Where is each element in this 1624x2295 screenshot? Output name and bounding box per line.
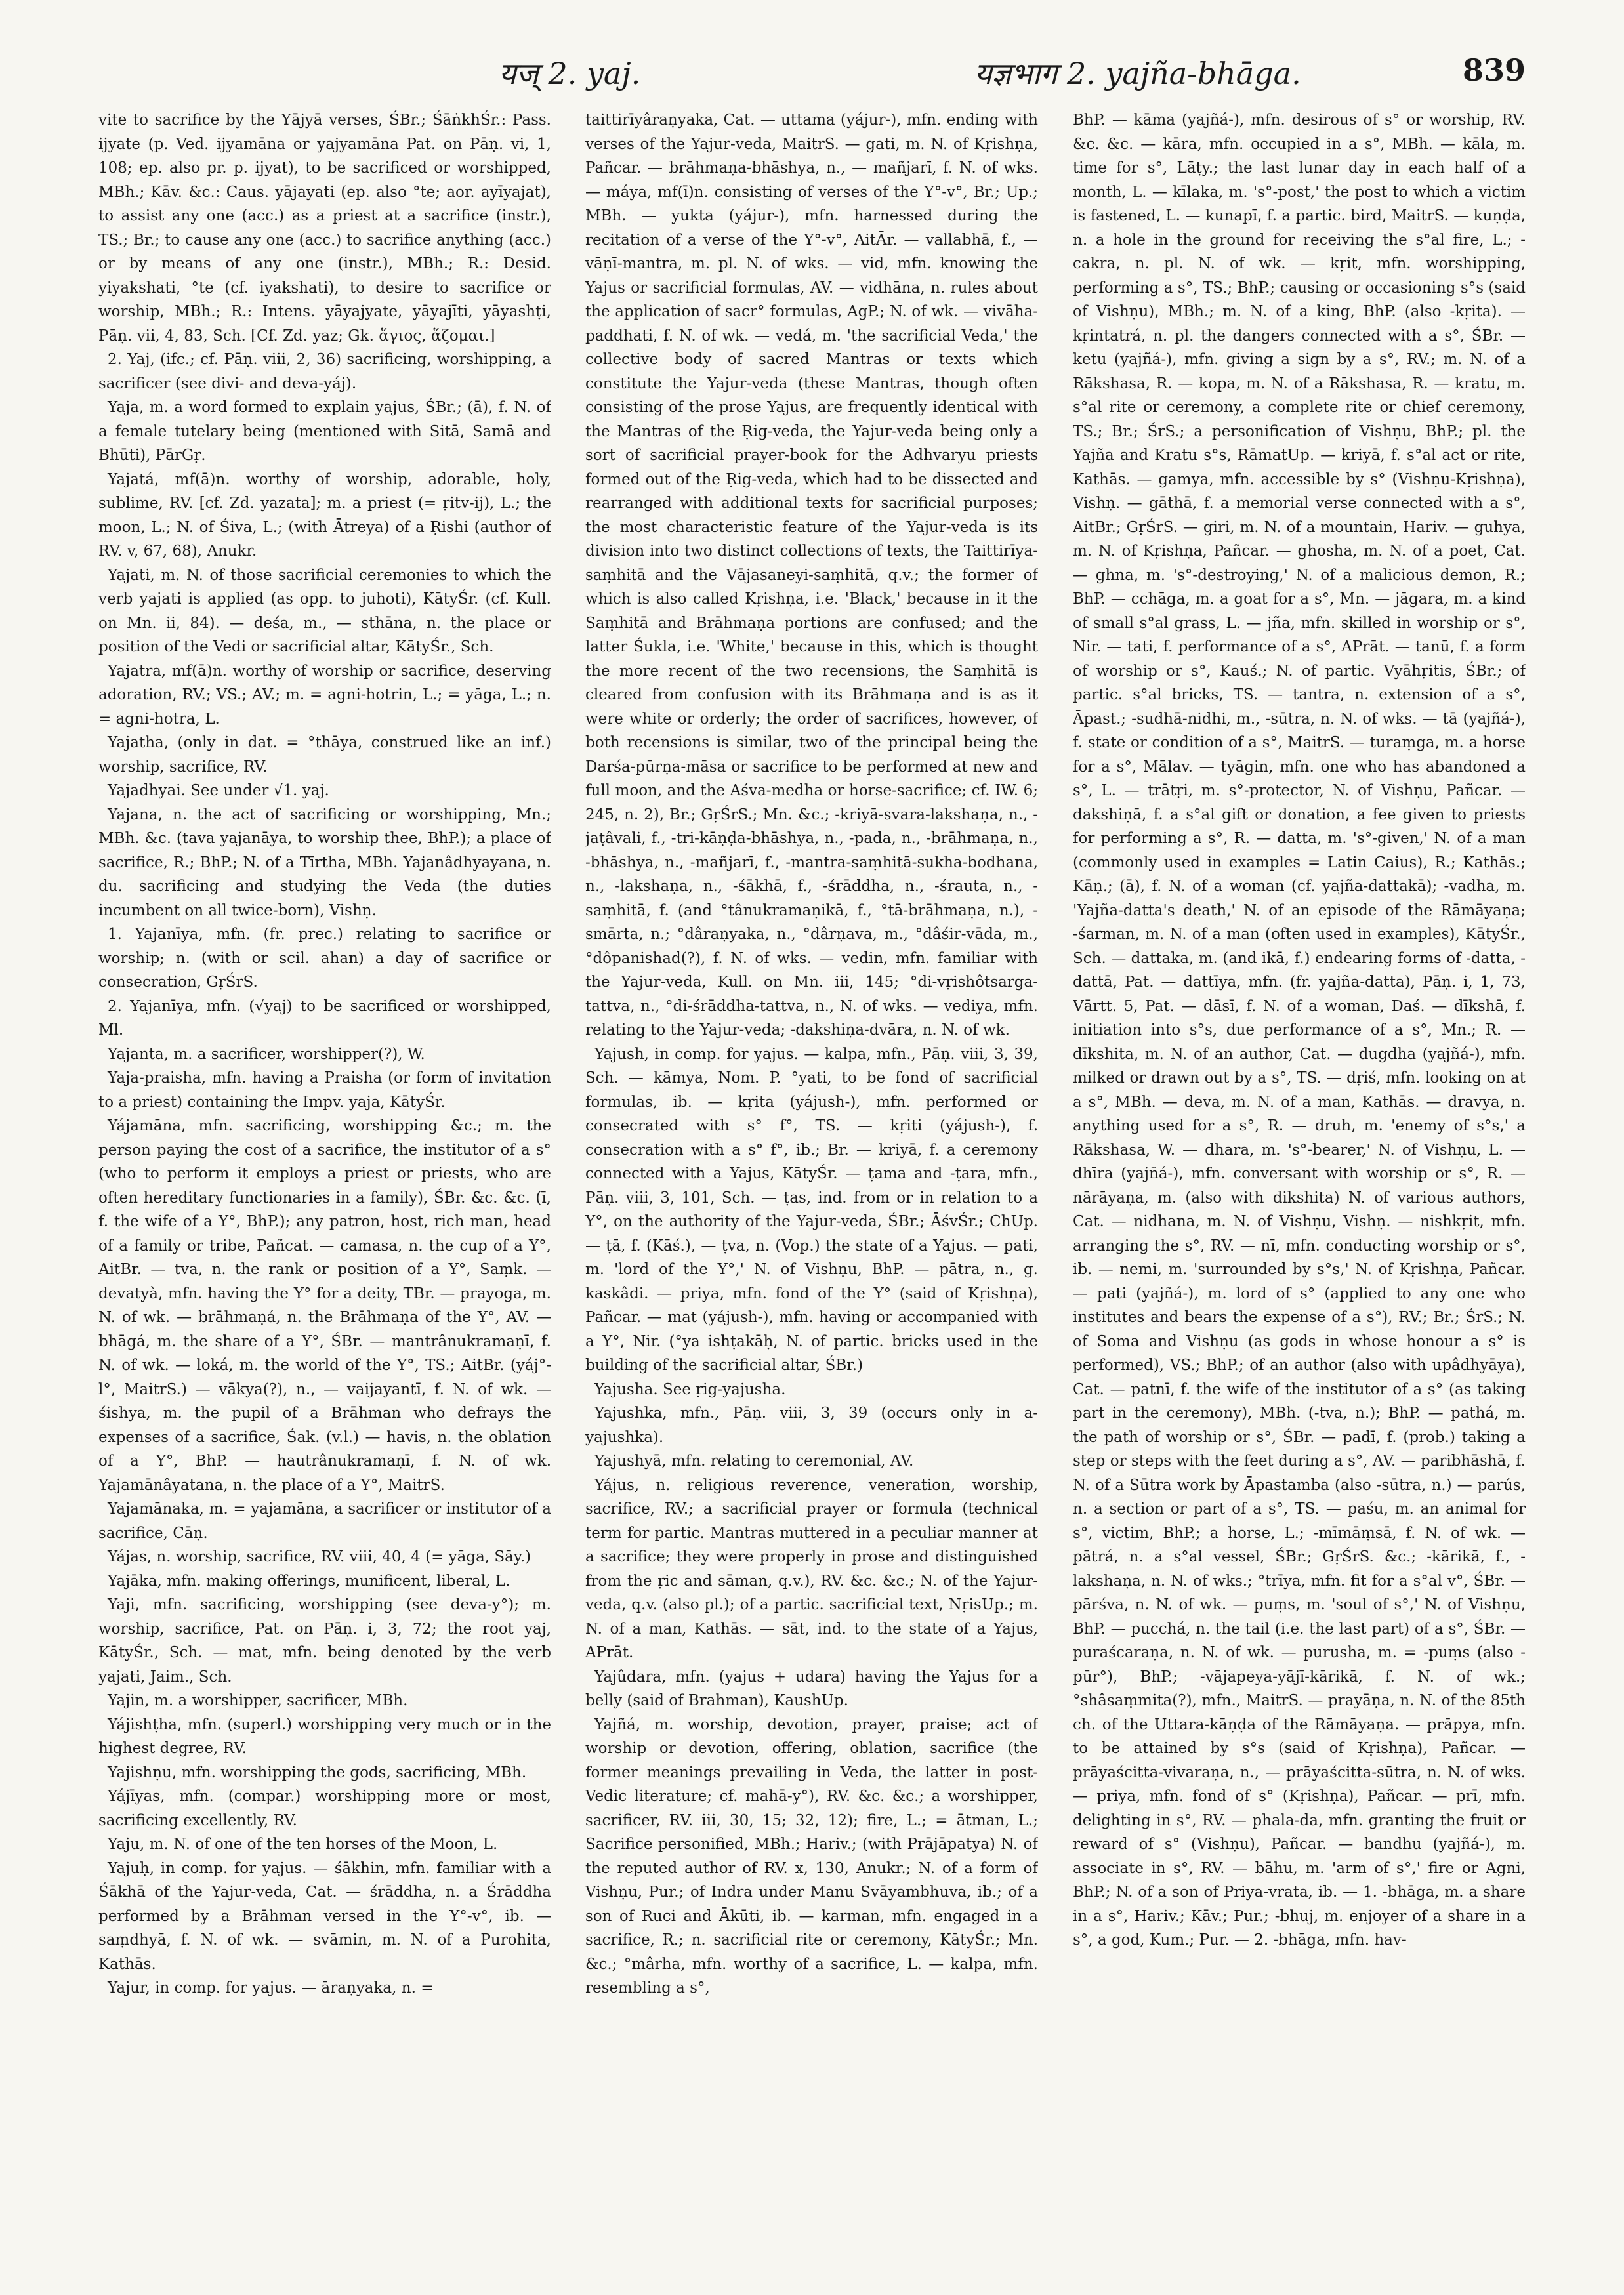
dictionary-entry: Yájamāna, mfn. sacrificing, worshipping &c.; m. the person paying the cost of a sacrifice, the institutor of a s° (who to perform it employs a priest or priests, who are often hereditary functionaries in a family), ŚBr. &c. &c. (ī, f. the wife of a Y°, BhP.); any patron, host, rich man, head of a family or tribe, Pañcat. — camasa, n. the cup of a Y°, AitBr. — tva, n. the rank or position of a Y°, Saṃk. — devatyà, mfn. having the Y° for a deity, TBr. — prayoga, m. N. of wk. — brāhmaṇá, n. the Brāhmaṇa of the Y°, AV. — bhāgá, m. the share of a Y°, ŚBr. — mantrânukramaṇī, f. N. of wk. — loká, m. the world of the Y°, TS.; AitBr. (yáj°-l°, MaitrS.) — vākya(?), n., — vaijayantī, f. N. of wk. — śishya, m. the pupil of a Brāhman who defrays the expenses of a sacrifice, Śak. (v.l.) — havis, n. the oblation of a Y°, BhP. — hautrânukramaṇī, f. N. of wk. Yajamānâyatana, n. the place of a Y°, MaitrS. [98, 1117, 551, 1494]
dictionary-entry: Yajati, m. N. of those sacrificial ceremonies to which the verb yajati is applied (as opp. to juhoti), KātyŚr. (cf. Kull. on Mn. ii, 84). — deśa, m., — sthāna, n. the place or position of the Vedi or sacrificial altar, KātyŚr., Sch. [98, 566, 551, 655]
dictionary-entry: Yájas, n. worship, sacrifice, RV. viii, 40, 4 (= yāga, Sāy.) [108, 1548, 531, 1565]
running-head-left: यज् 2. yaj. [499, 56, 641, 91]
dictionary-entry: Yaja-praisha, mfn. having a Praisha (or form of invitation to a priest) containing the Impv. yaja, KātyŚr. [98, 1069, 551, 1111]
page-header [98, 47, 1526, 100]
dictionary-entry: Yajushka, mfn., Pāṇ. viii, 3, 39 (occurs only in a-yajushka). [585, 1405, 1038, 1446]
dictionary-entry: Yaja, m. a word formed to explain yajus, ŚBr.; (ā), f. N. of a female tutelary being (mentioned with Sitā, Samā and Bhūti), PārGṛ. [98, 399, 551, 464]
dictionary-entry: Yájīyas, mfn. (compar.) worshipping more or most, sacrificing excellently, RV. [98, 1788, 551, 1829]
dictionary-entry: Yajûdara, mfn. (yajus + udara) having the Yajus for a belly (said of Brahman), KaushUp. [585, 1668, 1038, 1709]
dictionary-entry: Yajishṇu, mfn. worshipping the gods, sacrificing, MBh. [108, 1764, 527, 1781]
dictionary-entry: Yajushyā, mfn. relating to ceremonial, AV. [594, 1453, 914, 1470]
running-head-center: यज्ञभाग 2. yajña-bhāga. [974, 56, 1301, 91]
dictionary-entry: Yajuḥ, in comp. for yajus. — śākhin, mfn. familiar with a Śākhā of the Yajur-veda, Cat. — śrāddha, n. a Śrāddha performed by a Brāhman versed in the Y°-v°, ib. — saṃdhyā, f. N. of wk. — svāmin, m. N. of a Purohita, Kathās. [98, 1859, 551, 1973]
dictionary-entry: Yajusha. See ṛig-yajusha. [594, 1380, 786, 1398]
text-columns [98, 108, 1526, 2260]
column-2 [585, 108, 1038, 2260]
dictionary-entry: Yajñá, m. worship, devotion, prayer, praise; act of worship or devotion, offering, oblation, sacrifice (the former meanings prevailing in Veda, the latter in post-Vedic literature; cf. mahā-y°), RV. &c. &c.; a worshipper, sacrificer, RV. iii, 30, 15; 32, 12); fire, L.; = ātman, L.; Sacrifice personified, MBh.; Hariv.; (with Prājāpatya) N. of the reputed author of RV. x, 130, Anukr.; N. of a form of Vishṇu, Pur.; of Indra under Manu Svāyambhuva, ib.; of a son of Ruci and Ākūti, ib. — karman, mfn. engaged in a sacrifice, R.; n. sacrificial rite or ceremony, KātyŚr.; Mn. &c.; °mârha, mfn. worthy of a sacrifice, L. — kalpa, mfn. resembling a s°, [585, 1716, 1038, 1996]
column-1 [98, 108, 551, 2260]
dictionary-entry: Yajamānaka, m. = yajamāna, a sacrificer or institutor of a sacrifice, Cāṇ. [98, 1500, 551, 1542]
column-3 [1073, 108, 1526, 2260]
dictionary-entry: Yaju, m. N. of one of the ten horses of the Moon, L. [108, 1836, 498, 1853]
dictionary-entry: Yajatá, mf(ā)n. worthy of worship, adorable, holy, sublime, RV. [cf. Zd. yazata]; m. a priest (= ṛitv-ij), L.; the moon, L.; N. of Śiva, L.; (with Ātreya) of a Ṛishi (author of RV. v, 67, 68), Anukr. [98, 470, 551, 560]
dictionary-entry: Yajadhyai. See under √1. yaj. [108, 782, 329, 799]
dictionary-entry: BhP. — kāma (yajñá-), mfn. desirous of s° or worship, RV. &c. &c. — kāra, mfn. occupied in a s°, MBh. — kāla, m. time for s°, Lāṭy.; the last lunar day in each half of a month, L. — kīlaka, m. 's°-post,' the post to which a victim is fastened, L. — kunapī, f. a partic. bird, MaitrS. — kuṇḍa, n. a hole in the ground for receiving the s°al fire, L.; -cakra, n. pl. N. of wk. — kṛit, mfn. worshipping, performing a s°, TS.; BhP.; causing or occasioning s°s (said of Vishṇu), MBh.; m. N. of a king, BhP. (also -kṛita). — kṛintatrá, n. pl. the dangers connected with a s°, ŚBr. — ketu (yajñá-), mfn. giving a sign by a s°, RV.; m. N. of a Rākshasa, R. — kopa, m. N. of a Rākshasa, R. — kratu, m. s°al rite or ceremony, a complete rite or chief ceremony, TS.; Br.; ŚrS.; a personification of Vishṇu, BhP.; pl. the Yajña and Kratu s°s, RāmatUp. — kriyā, f. s°al act or rite, Kathās. — gamya, mfn. accessible by s° (Vishṇu-Kṛishṇa), Vishṇ. — gāthā, f. a memorial verse connected with a s°, AitBr.; GṛŚrS. — giri, m. N. of a mountain, Hariv. — guhya, m. N. of Kṛishṇa, Pañcar. — ghosha, m. N. of a poet, Cat. — ghna, m. 's°-destroying,' N. of a malicious demon, R.; BhP. — cchāga, m. a goat for a s°, Mn. — jāgara, m. a kind of small s°al grass, L. — jña, mfn. skilled in worship or s°, Nir. — tati, f. performance of a s°, APrāt. — tanū, f. a form of worship or s°, Kauś.; N. of partic. Vyāhṛitis, ŚBr.; of partic. s°al bricks, TS. — tantra, n. extension of a s°, Āpast.; -sudhā-nidhi, m., -sūtra, n. N. of wks. — tā (yajñá-), f. state or condition of a s°, MaitrS. — turaṃga, m. a horse for a s°, Mālav. — tyāgin, mfn. one who has abandoned a s°, L. — trātṛi, m. s°-protector, N. of Vishṇu, Pañcar. — dakshiṇā, f. a s°al gift or donation, a fee given to priests for performing a s°, R. — datta, m. 's°-given,' N. of a man (commonly used in examples = Latin Caius), R.; Kathās.; Kāṇ.; (ā), f. N. of a woman (cf. yajña-dattakā); -vadha, m. 'Yajña-datta's death,' N. of an episode of the Rāmāyaṇa; -śarman, m. N. of a man (often used in examples), KātyŚr., Sch. — dattaka, m. (and ikā, f.) endearing forms of -datta, -dattā, Pat. — dattīya, mfn. (fr. yajña-datta), Pāṇ. i, 1, 73, Vārtt. 5, Pat. — dāsī, f. N. of a woman, Daś. — dīkshā, f. initiation into s°s, due performance of a s°, Mn.; R. — dīkshita, m. N. of an author, Cat. — dugdha (yajñá-), mfn. milked or drawn out by a s°, TS. — dṛiś, mfn. looking on at a s°, MBh. — deva, m. N. of a man, Kathās. — dravya, n. anything used for a s°, R. — druh, m. 'enemy of s°s,' a Rākshasa, W. — dhara, m. 's°-bearer,' N. of Vishṇu, L. — dhīra (yajñá-), mfn. conversant with worship or s°, R. — nārāyaṇa, m. (also with dikshita) N. of various authors, Cat. — nidhana, m. N. of Vishṇu, Vishṇ. — nishkṛit, mfn. arranging the s°, RV. — nī, mfn. conducting worship or s°, ib. — nemi, m. 'surrounded by s°s,' N. of Kṛishṇa, Pañcar. — pati (yajñá-), m. lord of s° (applied to any one who institutes and bears the expense of a s°), RV.; Br.; ŚrS.; N. of Soma and Vishṇu (as gods in whose honour a s° is performed), VS.; BhP.; of an author (also with upâdhyāya), Cat. — patnī, f. the wife of the institutor of a s° (as taking part in the ceremony), MBh. (-tva, n.); BhP. — pathá, m. the path of worship or s°, ŚBr. — padī, f. (prob.) taking a step or steps with the feet during a s°, AV. — paribhāshā, f. N. of a Sūtra work by Āpastamba (also -sūtra, n.) — parús, n. a section or part of a s°, TS. — paśu, m. an animal for s°, victim, BhP.; a horse, L.; -mīmāṃsā, f. N. of wk. — pātrá, n. a s°al vessel, ŚBr.; GṛŚrS. &c.; -kārikā, f., -lakshaṇa, n. N. of wks.; °trīya, mfn. fit for a s°al v°, ŚBr. — pārśva, n. N. of wk. — puṃs, m. 'soul of s°,' N. of Vishṇu, BhP. — pucchá, n. the tail (i.e. the last part) of a s°, ŚBr. — puraścaraṇa, n. N. of wk. — purusha, m. = -puṃs (also -pūr°), BhP.; -vājapeya-yājī-kārikā, f. N. of wk.; °shâsaṃmita(?), mfn., MaitrS. — prayāṇa, n. N. of the 85th ch. of the Uttara-kāṇḍa of the Rāmāyaṇa. — prāpya, mfn. to be attained by s°s (said of Kṛishṇa), Pañcar. — prāyaścitta-vivaraṇa, n., — prāyaścitta-sūtra, n. N. of wks. — priya, mfn. fond of s° (Kṛishṇa), Pañcar. — prī, mfn. delighting in s°, RV. — phala-da, mfn. granting the fruit or reward of s° (Vishṇu), Pañcar. — bandhu (yajñá-), m. associate in s°, RV. — bāhu, m. 'arm of s°,' fire or Agni, BhP.; N. of a son of Priya-vrata, ib. — 1. -bhāga, m. a share in a s°, Hariv.; Kāv.; Pur.; -bhuj, m. enjoyer of a share in a s°, a god, Kum.; Pur. — 2. -bhāga, mfn. hav- [1073, 112, 1526, 1949]
dictionary-entry: 2. Yaj, (ifc.; cf. Pāṇ. viii, 2, 36) sacrificing, worshipping, a sacrificer (see divi- and deva-yáj). [98, 351, 551, 392]
page-number: 839 [1462, 52, 1526, 88]
dictionary-entry: Yajana, n. the act of sacrificing or worshipping, Mn.; MBh. &c. (tava yajanāya, to worship thee, BhP.); a place of sacrifice, R.; BhP.; N. of a Tīrtha, MBh. Yajanâdhyayana, n. du. sacrificing and studying the Veda (the duties incumbent on all twice-born), Vishṇ. [98, 806, 551, 919]
dictionary-entry: Yájus, n. religious reverence, veneration, worship, sacrifice, RV.; a sacrificial prayer or formula (technical term for partic. Mantras muttered in a peculiar manner at a sacrifice; they were properly in prose and distinguished from the ṛic and sāman, q.v.), RV. &c. &c.; N. of the Yajur-veda, q.v. (also pl.); of a partic. sacrificial text, NṛisUp.; m. N. of a man, Kathās. — sāt, ind. to the state of a Yajus, APrāt. [585, 1476, 1038, 1661]
dictionary-entry: Yajāka, mfn. making offerings, munificent, liberal, L. [108, 1572, 510, 1590]
dictionary-entry: taittirīyâraṇyaka, Cat. — uttama (yájur-), mfn. ending with verses of the Yajur-veda, MaitrS. — gati, m. N. of Kṛishṇa, Pañcar. — brāhmaṇa-bhāshya, n., — mañjarī, f. N. of wks. — máya, mf(ī)n. consisting of verses of the Y°-v°, Br.; Up.; MBh. — yukta (yájur-), mfn. harnessed during the recitation of a verse of the Y°-v°, AitĀr. — vallabhā, f., — vāṇī-mantra, m. pl. N. of wks. — vid, mfn. knowing the Yajus or sacrificial formulas, AV. — vidhāna, n. rules about the application of sacr° formulas, AgP.; N. of wk. — vivāha-paddhati, f. N. of wk. — vedá, m. 'the sacrificial Veda,' the collective body of sacred Mantras or texts which constitute the Yajur-veda (these Mantras, though often consisting of the prose Yajus, are frequently identical with the Mantras of the Ṛig-veda, the Yajur-veda being only a sort of sacrificial prayer-book for the Adhvaryu priests formed out of the Ṛig-veda, which had to be dissected and rearranged with additional texts for sacrificial purposes; the most characteristic feature of the Yajur-veda is its division into two distinct collections of texts, the Taittirīya-saṃhitā and the Vājasaneyi-saṃhitā, q.v.; the former of which is also called Kṛishṇa, i.e. 'Black,' because in it the Saṃhitā and Brāhmaṇa portions are confused; and the latter Śukla, i.e. 'White,' because in this, which is thought the more recent of the two recensions, the Saṃhitā is cleared from confusion with its Brāhmaṇa and is as it were white or orderly; the order of sacrifices, however, of both recensions is similar, two of the principal being the Darśa-pūrṇa-māsa or sacrifice to be performed at new and full moon, and the Aśva-medha or horse-sacrifice; cf. IW. 6; 245, n. 2), Br.; GṛŚrS.; Mn. &c.; -kriyā-svara-lakshaṇa, n., -jaṭâvali, f., -tri-kāṇḍa-bhāshya, n., -pada, n., -brāhmaṇa, n., -bhāshya, n., -mañjarī, f., -mantra-saṃhitā-sukha-bodhana, n., -lakshaṇa, n., -śākhā, f., -śrāddha, n., -śrauta, n., -saṃhitā, f. (and °tânukramaṇikā, f., °tā-brāhmaṇa, n.), -smārta, n.; °dâraṇyaka, n., °dârṇava, m., °dâśir-vāda, m., °dôpanishad(?), f. N. of wks. — vedin, mfn. familiar with the Yajur-veda, Kull. on Mn. iii, 145; °di-vṛishôtsarga-tattva, n., °di-śrāddha-tattva, n., N. of wks. — vediya, mfn. relating to the Yajur-veda; -dakshiṇa-dvāra, n. N. of wk. [585, 112, 1038, 1039]
dictionary-entry: Yájishṭha, mfn. (superl.) worshipping very much or in the highest degree, RV. [98, 1716, 551, 1757]
dictionary-entry: Yaji, mfn. sacrificing, worshipping (see deva-y°); m. worship, sacrifice, Pat. on Pāṇ. i, 3, 72; the root yaj, KātyŚr., Sch. — mat, mfn. being denoted by the verb yajati, Jaim., Sch. [98, 1596, 551, 1685]
dictionary-entry: 1. Yajanīya, mfn. (fr. prec.) relating to sacrifice or worship; n. (with or scil. ahan) a day of sacrifice or consecration, GṛŚrS. [98, 926, 551, 991]
dictionary-entry: Yajanta, m. a sacrificer, worshipper(?), W. [108, 1045, 425, 1063]
dictionary-entry: 2. Yajanīya, mfn. (√yaj) to be sacrificed or worshipped, Ml. [98, 997, 551, 1039]
dictionary-entry: Yajush, in comp. for yajus. — kalpa, mfn., Pāṇ. viii, 3, 39, Sch. — kāmya, Nom. P. °yati, to be fond of sacrificial formulas, ib. — kṛita (yájush-), mfn. performed or consecrated with s° f°, TS. — kṛiti (yájush-), f. consecration with a s° f°, ib.; Br. — kriyā, f. a ceremony connected with a Yajus, KātyŚr. — ṭama and -ṭara, mfn., Pāṇ. viii, 3, 101, Sch. — ṭas, ind. from or in relation to a Y°, on the authority of the Yajur-veda, ŚBr.; ĀśvŚr.; ChUp. — ṭā, f. (Kāś.), — ṭva, n. (Vop.) the state of a Yajus. — pati, m. 'lord of the Y°,' N. of Vishṇu, BhP. — pātra, n., g. kaskâdi. — priya, mfn. fond of the Y° (said of Kṛishṇa), Pañcar. — mat (yájush-), mfn. having or accompanied with a Y°, Nir. (°ya ishṭakāḥ, N. of partic. bricks used in the building of the sacrificial altar, ŚBr.) [585, 1045, 1038, 1374]
dictionary-entry: Yajin, m. a worshipper, sacrificer, MBh. [108, 1692, 408, 1709]
dictionary-entry: Yajur, in comp. for yajus. — āraṇyaka, n. = [108, 1979, 434, 1996]
dictionary-entry: vite to sacrifice by the Yājyā verses, ŚBr.; ŚāṅkhŚr.: Pass. ijyate (p. Ved. ijyamāna or yajyamāna Pat. on Pāṇ. vi, 1, 108; ep. also pr. p. ijyat), to be sacrificed or worshipped, MBh.; Kāv. &c.: Caus. yājayati (ep. also °te; aor. ayīyajat), to assist any one (acc.) as a priest at a sacrifice (instr.), TS.; Br.; to cause any one (acc.) to sacrifice anything (acc.) or by means of any one (instr.), MBh.; R.: Desid. yiyakshati, °te (cf. iyakshati), to desire to sacrifice or worship, MBh.; R.: Intens. yāyajyate, yāyajīti, yāyashṭi, Pāṇ. vii, 4, 83, Sch. [Cf. Zd. yaz; Gk. ἅγιος, ἅζομαι.] [98, 112, 551, 344]
dictionary-entry: Yajatha, (only in dat. = °thāya, construed like an inf.) worship, sacrifice, RV. [98, 734, 551, 775]
dictionary-entry: Yajatra, mf(ā)n. worthy of worship or sacrifice, deserving adoration, RV.; VS.; AV.; m. = agni-hotrin, L.; = yāga, L.; n. = agni-hotra, L. [98, 662, 551, 728]
